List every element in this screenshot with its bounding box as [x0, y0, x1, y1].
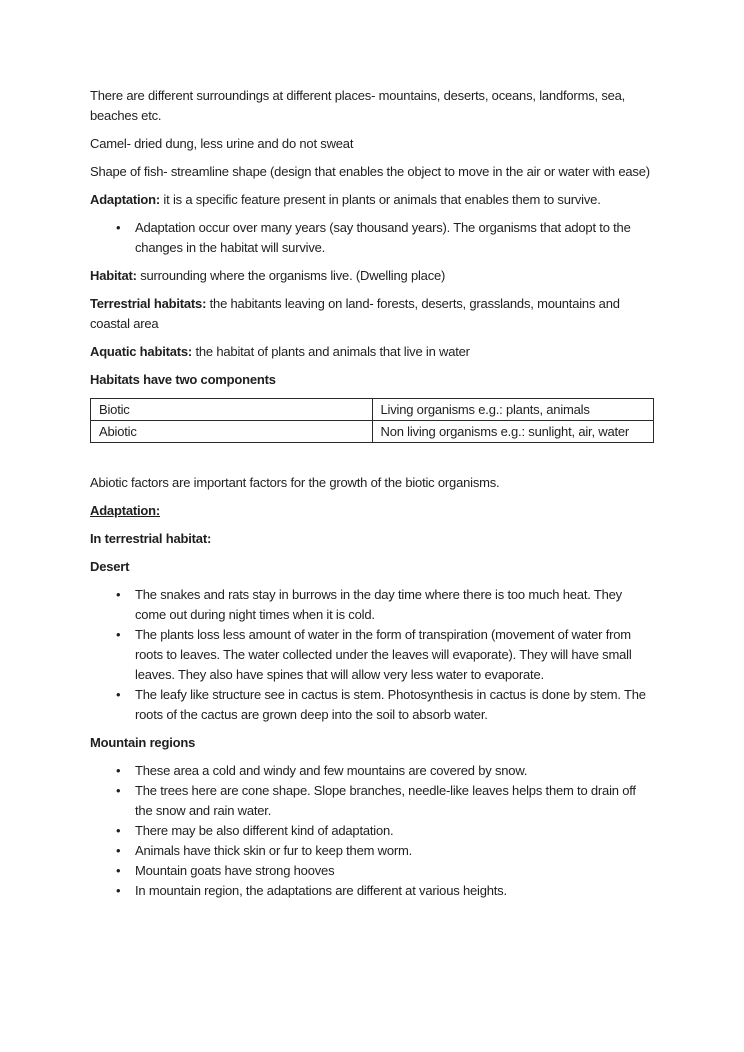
mountain-bullet-list [90, 761, 654, 901]
habitat-definition-text: surrounding where the organisms live. (Dwelling place) [136, 268, 446, 283]
list-item: • Mountain goats have strong hooves [90, 861, 654, 881]
mountain-heading: Mountain regions [90, 735, 196, 750]
desert-heading: Desert [90, 559, 130, 574]
list-item: • These area a cold and windy and few mountains are covered by snow. [90, 761, 654, 781]
list-item: • In mountain region, the adaptations are different at various heights. [90, 881, 654, 901]
components-table [90, 398, 654, 443]
table-cell-description: Non living organisms e.g.: sunlight, air, water [372, 421, 654, 443]
adaptation-term: Adaptation: [90, 192, 161, 207]
paragraph-adaptation-definition [90, 190, 654, 210]
list-item: • The plants loss less amount of water in the form of transpiration (movement of water from roots to leaves. The water collected under the leaves will evaporate). They will have small leaves. They also have spines that will allow very less water to evaporate. [90, 625, 654, 685]
list-item: • Adaptation occur over many years (say thousand years). The organisms that adopt to the changes in the habitat will survive. [90, 218, 654, 258]
table-row [91, 421, 654, 443]
components-heading: Habitats have two components [90, 372, 276, 387]
adaptation-section-heading [90, 501, 654, 521]
document-body [90, 86, 654, 901]
table-row [91, 399, 654, 421]
terrestrial-definition-text: the habitants leaving on land- forests, deserts, grasslands, mountains and coastal area [90, 296, 620, 331]
terrestrial-term: Terrestrial habitats: [90, 296, 207, 311]
terrestrial-section-heading: In terrestrial habitat: [90, 531, 212, 546]
list-item: • There may be also different kind of adaptation. [90, 821, 654, 841]
list-item: • The trees here are cone shape. Slope branches, needle-like leaves helps them to drain off the snow and rain water. [90, 781, 654, 821]
adaptation-section-heading-text: Adaptation: [90, 503, 161, 518]
list-item: • Animals have thick skin or fur to keep them worm. [90, 841, 654, 861]
aquatic-definition-text: the habitat of plants and animals that live in water [192, 344, 470, 359]
adaptation-definition-text: it is a specific feature present in plants or animals that enables them to survive. [160, 192, 601, 207]
adaptation-bullet-list [90, 218, 654, 258]
paragraph-surroundings: There are different surroundings at different places- mountains, deserts, oceans, landforms, sea, beaches etc. [90, 88, 626, 123]
list-item: • The leafy like structure see in cactus is stem. Photosynthesis in cactus is done by stem. The roots of the cactus are grown deep into the soil to absorb water. [90, 685, 654, 725]
table-cell-description: Living organisms e.g.: plants, animals [372, 399, 654, 421]
paragraph-aquatic-definition [90, 342, 654, 362]
paragraph-habitat-definition [90, 266, 654, 286]
list-item: • The snakes and rats stay in burrows in the day time where there is too much heat. They come out during night times when it is cold. [90, 585, 654, 625]
table-cell-component: Biotic [91, 399, 373, 421]
paragraph-fish: Shape of fish- streamline shape (design that enables the object to move in the air or water with ease) [90, 164, 650, 179]
table-cell-component: Abiotic [91, 421, 373, 443]
paragraph-terrestrial-definition [90, 294, 654, 334]
aquatic-term: Aquatic habitats: [90, 344, 193, 359]
habitat-term: Habitat: [90, 268, 137, 283]
paragraph-camel: Camel- dried dung, less urine and do not sweat [90, 136, 354, 151]
desert-bullet-list [90, 585, 654, 725]
paragraph-abiotic-note: Abiotic factors are important factors for the growth of the biotic organisms. [90, 475, 500, 490]
